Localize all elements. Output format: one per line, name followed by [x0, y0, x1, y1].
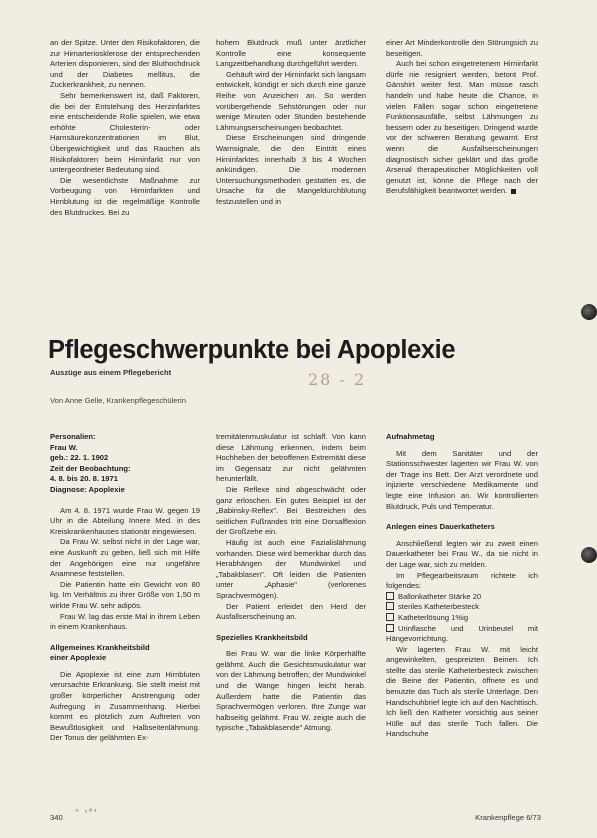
- personal-details-heading: [50, 432, 200, 496]
- paragraph: Häufig ist auch eine Fazialislähmung vorhanden. Diese wird bemerkbar durch das Herabhängen der Mundwinkel und „Tabakblasen". Oft leiden die Patienten unter „Aphasie" (verlorenes Sprachvermögen).: [216, 537, 366, 600]
- paragraph-text: Auch bei schon eingetretenem Hirninfarkt dürfe nie resigniert werden, betont Prof. Gänshirt weiter fest. Man müsse rasch handeln und habe heute die Chance, in vielen Fällen sogar schon eingetretene Funktionsausfälle, selbst Lähmungen zu bessern oder zu beseitigen. Dringend wurde vor der schweren Beratung gewarnt. Erst wenn die Ausfallserscheinungen diagnostisch sicher geklärt und das große Arsenal therapeutischer Möglichkeiten voll genutzt ist, könne die Pflege nach der Berufsfähigkeit beantwortet werden.: [386, 59, 538, 196]
- list-item: steriles Katheterbesteck: [386, 602, 538, 613]
- paragraph: Die Apoplexie ist eine zum Hirnbluten verursachte Erkrankung. Sie stellt meist mit großer körperlicher Anstrengung oder Aufregung in Zusammenhang. Hierbei kommt es plötzlich zum Auftreten von Bewußtlosigkeit und Halbseitenlähmung. Der Tonus der gelähmten Ex-: [50, 669, 200, 743]
- paragraph: Die Reflexe sind abgeschwächt oder ganz erloschen. Ein gutes Beispiel ist der „Babinsky-Reflex". Bei Bestreichen des seitlichen Fußrandes tritt eine Dorsalflexion der Großzehe ein.: [216, 484, 366, 537]
- paragraph: Wir lagerten Frau W. mit leicht angewinkelten, gespreizten Beinen. Ich stellte das sterile Katheterbesteck zwischen die Beine der Patientin, öffnete es und benutzte das Tuch als sterile Unterlage. Den Handschuhbrief legte ich auf den Nachttisch. Ich ließ den Katheter vorsichtig aus seiner Hülle auf das sterile Tuch fallen. Die Handschuhe: [386, 644, 538, 739]
- article-title: Pflegeschwerpunkte bei Apoplexie: [48, 336, 456, 364]
- article-author: Von Anne Gelle, Krankenpflegeschülerin: [50, 396, 186, 405]
- paragraph: Diese Erscheinungen sind dringende Warnsignale, die den Eintritt eines Hirninfarktes innerhalb 3 bis 4 Wochen ankündigen. Die modernen Untersuchungsmethoden gestatten es, die Ursache für die Mangeldurchblutung festzustellen und in: [216, 133, 366, 206]
- paragraph: Im Pflegearbeitsraum richtete ich folgendes:: [386, 570, 538, 591]
- handwritten-scribble: ˆ ʽ˚ʹ: [74, 808, 97, 822]
- paragraph: Mit dem Sanitäter und der Stationsschwester lagerten wir Frau W. von der Trage ins Bett. Der Arzt verordnete und injizierte verschiedene Medikamente und legte eine Infusion an. Wir kontrollierten Blutdruck, Puls und Temperatur.: [386, 448, 538, 511]
- paragraph: Am 4. 8. 1971 wurde Frau W. gegen 19 Uhr in die Abteilung Innere Med. in des Kreiskrankenhauses stationär eingewiesen.: [50, 505, 200, 536]
- paragraph: einer Art Minderkontrolle den Störungsich zu beseitigen.: [386, 38, 538, 58]
- paragraph: Anschließend legten wir zu zweit einen Dauerkatheter bei Frau W., da sie nicht in der Lage war, sich zu melden.: [386, 538, 538, 569]
- paragraph: an der Spitze. Unter den Risikofaktoren, die zur Hirnarteriosklerose der entsprechenden Arterien disponieren, sind der Bluthochdruck und der Diabetes mellitus, die Zuckerkrankheit, zu nennen.: [50, 38, 200, 90]
- catheter-section-heading: Anlegen eines Dauerkatheters: [386, 522, 495, 532]
- body-column-2: [216, 432, 366, 734]
- paragraph: [386, 59, 538, 197]
- handwritten-note: 28 - 2: [308, 370, 367, 389]
- paragraph: tremitätenmuskulatur ist schlaff. Von kann diese Lähmung erkennen, indem beim Hochheben der betroffenen Extremität diese im Gegensatz zur nicht gelähmten herunterfällt.: [216, 432, 366, 484]
- paragraph: Sehr bemerkenswert ist, daß Faktoren, die bei der Entstehung des Herzinfarktes eine entscheidende Rolle spielen, wie etwa erhöhte Cholesterin- oder Harnsäurekonzentrationen im Blut, Übergewichtigkeit und das Rauchen als Risikofaktoren beim Hirninfarkt nur von untergeordneter Bedeutung sind.: [50, 90, 200, 175]
- end-of-article-mark: [511, 189, 516, 194]
- journal-reference: Krankenpflege 6/73: [475, 813, 541, 822]
- checkbox-square-icon: [386, 592, 394, 600]
- checkbox-square-icon: [386, 613, 394, 621]
- top-column-2: [216, 38, 366, 208]
- punch-hole-icon: [581, 304, 597, 320]
- heading-line: Allgemeines Krankheitsbild: [50, 642, 150, 652]
- list-item: Katheterlösung 1%ig: [386, 613, 538, 624]
- paragraph: Da Frau W. selbst nicht in der Lage war, eine Auskunft zu geben, ließ sich mit Hilfe der Angehörigen eine nur ungefähre Anamnese feststellen.: [50, 537, 200, 579]
- heading-line: Zeit der Beobachtung:: [50, 463, 131, 473]
- heading-line: 4. 8. bis 20. 8. 1971: [50, 474, 118, 484]
- top-column-1: [50, 38, 200, 218]
- heading-line: Frau W.: [50, 442, 78, 452]
- paragraph: Der Patient erleidet den Herd der Ausfallserscheinung an.: [216, 601, 366, 622]
- paragraph: hohem Blutdruck muß unter ärztlicher Kontrolle eine konsequente Langzeitbehandlung durchgeführt werden.: [216, 38, 366, 69]
- heading-line: einer Apoplexie: [50, 653, 107, 663]
- heading-line: geb.: 22. 1. 1902: [50, 453, 109, 463]
- list-item: Ballonkatheter Stärke 20: [386, 592, 538, 603]
- paragraph: Frau W. lag das erste Mal in ihrem Leben in einem Krankenhaus.: [50, 611, 200, 632]
- paragraph: Gehäuft wird der Hirninfarkt sich langsam entwickelt, kündigt er sich durch eine ganze Reihe von Anzeichen an. So werden vorübergehende Sehstörungen oder nur wenige Minuten oder Stunden bestehende Lähmungserscheinungen beobachtet.: [216, 69, 366, 132]
- page-number: 340: [50, 813, 63, 822]
- list-item: Urinflasche und Urinbeutel mit Hängevorrichtung.: [386, 623, 538, 644]
- paragraph: Die Patientin hatte ein Gewicht von 80 kg. Im Verhältnis zu ihrer Größe von 1,50 m wirkte Frau W. sehr adipös.: [50, 579, 200, 610]
- checkbox-square-icon: [386, 602, 394, 610]
- heading-line: Personalien:: [50, 432, 96, 441]
- heading-line: Diagnose: Apoplexie: [50, 484, 125, 494]
- checkbox-square-icon: [386, 624, 394, 632]
- body-column-1: [50, 432, 200, 744]
- body-column-3: [386, 432, 538, 740]
- paragraph: Die wesentlichste Maßnahme zur Vorbeugung von Hirninfarkten und Hirnblutung ist die regelmäßige Kontrolle des Blutdruckes. Bei zu: [50, 175, 200, 217]
- supply-list: [386, 592, 538, 645]
- paragraph: Bei Frau W. war die linke Körperhälfte gelähmt. Auch die Gesichtsmuskulatur war von der Lähmung betroffen; der Mundwinkel und die Wange hingen leicht herab. Außerdem hatte die Patientin das Sprachvermögen verloren. Ihre Zunge war halbseitig gelähmt. Frau W. zeigte auch die typische „Tabakblasende" Atmung.: [216, 649, 366, 733]
- top-column-3: [386, 38, 538, 197]
- general-section-heading: [50, 643, 200, 664]
- admission-day-heading: Aufnahmetag: [386, 432, 435, 441]
- article-subtitle: Auszüge aus einem Pflegebericht: [50, 368, 172, 377]
- punch-hole-icon: [581, 547, 597, 563]
- special-section-heading: Spezielles Krankheitsbild: [216, 632, 308, 642]
